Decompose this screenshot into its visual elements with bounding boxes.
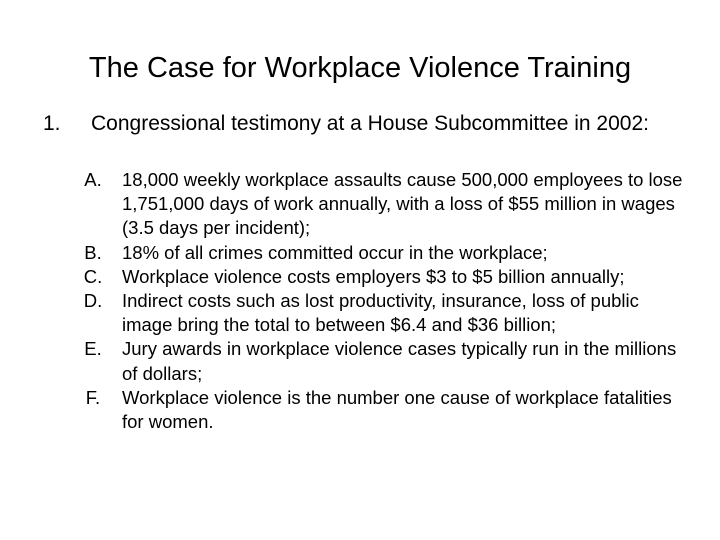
sub-list-letter: B. [84, 241, 102, 263]
sub-list-item-d [0, 289, 720, 337]
sub-list-item-e [0, 337, 720, 385]
sub-list-item-b [0, 241, 720, 265]
sub-list [0, 168, 720, 434]
sub-list-letter: A. [84, 169, 102, 190]
sub-list-text: 18,000 weekly workplace assaults cause 500,000 employees to lose 1,751,000 days of work annually, with a loss of $55 million in wages (3.5 days per incident); [122, 169, 683, 239]
main-list-text: Congressional testimony at a House Subcommittee in 2002: [91, 112, 649, 135]
sub-list-item-c [0, 265, 720, 289]
sub-list-text: Workplace violence is the number one cause of workplace fatalities for women. [122, 386, 672, 433]
sub-list-text: Workplace violence costs employers $3 to $5 billion annually; [122, 265, 625, 287]
sub-list-letter: D. [83, 290, 103, 312]
sub-list-item-f [0, 386, 720, 434]
sub-list-text: Jury awards in workplace violence cases typically run in the millions of dollars; [122, 338, 677, 384]
sub-list-letter: C. [83, 265, 103, 287]
sub-list-text: 18% of all crimes committed occur in the workplace; [122, 241, 548, 263]
sub-list-text: Indirect costs such as lost productivity, insurance, loss of public image bring the total to between $6.4 and $36 billion; [122, 290, 639, 336]
slide-title: The Case for Workplace Violence Training [88, 52, 632, 84]
main-list-number: 1. [43, 112, 61, 135]
sub-list-letter: E. [84, 338, 102, 360]
sub-list-letter: F. [85, 386, 101, 408]
sub-list-item-a [0, 168, 720, 241]
